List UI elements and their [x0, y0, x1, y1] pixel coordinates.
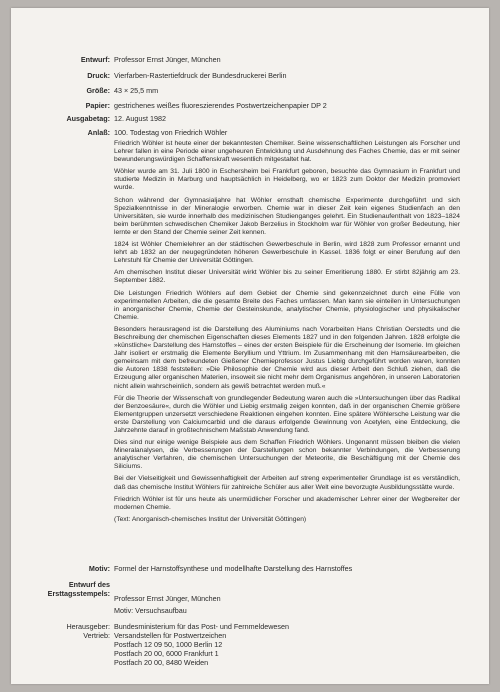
- address-line: Postfach 20 00, 6000 Frankfurt 1: [114, 649, 219, 658]
- herausgeber-label: [11, 622, 110, 640]
- address-line: Postfach 20 00, 8480 Weiden: [114, 658, 209, 667]
- druck-value: Vierfarben-Rastertiefdruck der Bundesdruckerei Berlin: [114, 71, 287, 80]
- paragraph: Besonders herausragend ist die Darstellung des Aluminiums nach Vorarbeiten Hans Christian Oerstedts und die Beschreibung der chemischen Eigenschaften dieses Elements 1827 und in den folgenden Jahren. 1828 erfolgte die »künstliche« Darstellung des Harnstoffes – eines der ersten Beispiele für die Erscheinung der Isomerie. Im gleichen Jahr isoliert er erstmalig die Elemente Beryllium und Yttrium. Im Zusammenhang mit den Harnsäurearbeiten, die gemeinsam mit dem befreundeten Gießener Chemieprofessor Justus Liebig durchgeführt worden waren, konnten die Autoren 1838 feststellen: »Die Philosophie der Chemie wird aus dieser Arbeit den Schluß ziehen, daß die Erzeugung aller organischen Materien, insoweit sie nicht mehr dem Organismus angehören, in unseren Laboratorien nicht allein wahrscheinlich, sondern als gewiß betrachtet werden muß.«: [114, 325, 460, 390]
- stempel-label-line2: Ersttagsstempels:: [47, 589, 110, 598]
- anlass-label: Anlaß:: [87, 128, 110, 137]
- stempel-label: [11, 580, 110, 598]
- paragraph: Dies sind nur einige wenige Beispiele aus dem Schaffen Friedrich Wöhlers. Ungenannt müssen bleiben die vielen Mineralanalysen, die Verbesserungen der Darstellungen schon bekannter Verbindungen, die Verbesserung analytischer Verfahren, die chemischen Untersuchungen der Meteorite, die Beschäftigung mit der Chemie des Siliciums.: [114, 439, 460, 471]
- stempel-motiv: Motiv: Versuchsaufbau: [114, 606, 187, 615]
- papier-label: Papier:: [85, 101, 110, 110]
- druck-label: Druck:: [87, 71, 110, 80]
- stempel-value: Professor Ernst Jünger, München: [114, 594, 221, 603]
- groesse-value: 43 × 25,5 mm: [114, 86, 159, 95]
- text-source-note: (Text: Anorganisch-chemisches Institut der Universität Göttingen): [114, 515, 307, 523]
- motiv-label: Motiv:: [88, 564, 110, 573]
- entwurf-label: Entwurf:: [80, 55, 110, 64]
- paragraph: Die Leistungen Friedrich Wöhlers auf dem Gebiet der Chemie sind gekennzeichnet durch eine Fülle von experimentellen Arbeiten, die die gesamte Breite des Faches umfassen. Man kann sie einteilen in Untersuchungen in anorganischer Chemie, Chemie der Gesteinskunde, analytischer Chemie, physiologischer und physikalischer Chemie.: [114, 289, 460, 321]
- paragraph: Am chemischen Institut dieser Universität wirkt Wöhler bis zu seiner Emeritierung 1880. Er stirbt 82jährig am 23. September 1882.: [114, 269, 460, 285]
- document-sheet: [11, 8, 489, 684]
- paragraph: Wöhler wurde am 31. Juli 1800 in Eschersheim bei Frankfurt geboren, besuchte das Gymnasium in Frankfurt und studierte Medizin in Marburg und hauptsächlich in Heidelberg, wo er 1823 zum Doktor der Medizin promoviert wurde.: [114, 168, 460, 192]
- paragraph: Bei der Vielseitigkeit und Gewissenhaftigkeit der Arbeiten auf streng experimenteller Grundlage ist es verständlich, daß das chemische Institut Wöhlers für zahlreiche Schüler aus aller Welt eine bevorzugte Ausbildungsstätte wurde.: [114, 475, 460, 491]
- address-line: Bundesministerium für das Post- und Fernmeldewesen: [114, 622, 289, 631]
- anlass-body: [114, 140, 460, 528]
- motiv-value: Formel der Harnstoffsynthese und modellhafte Darstellung des Harnstoffes: [114, 564, 353, 573]
- paragraph: Friedrich Wöhler ist heute einer der bekanntesten Chemiker. Seine wissenschaftlichen Leistungen als Forscher und Lehrer fallen in eine Periode einer ungeheuren Entwicklung und Ausdehnung des Faches Chemie, das er mit seiner bewunderungswürdigen Schaffenskraft wesentlich mitgestaltet hat.: [114, 140, 460, 164]
- herausgeber-address: [114, 622, 454, 667]
- ausgabetag-value: 12. August 1982: [114, 114, 166, 123]
- anlass-value: 100. Todestag von Friedrich Wöhler: [114, 128, 228, 137]
- entwurf-value: Professor Ernst Jünger, München: [114, 55, 221, 64]
- paragraph: Schon während der Gymnasialjahre hat Wöhler ernsthaft chemische Experimente durchgeführt und sich Spezialkenntnisse in der Mineralogie erworben. Chemie war in dieser Zeit kein eigenes Studienfach an den Universitäten, sie wurde innerhalb des medizinischen Studienganges gelehrt. Ein Studienaufenthalt von 1823–1824 beim berühmten schwedischen Chemiker Jakob Berzelius in Stockholm war für Wöhler von großer Bedeutung, hier lernte er den Stand der Chemie seiner Zeit kennen.: [114, 196, 460, 236]
- stempel-label-line1: Entwurf des: [68, 580, 110, 589]
- herausgeber-label-line1: Herausgeber:: [66, 622, 110, 631]
- paragraph: Für die Theorie der Wissenschaft von grundlegender Bedeutung waren auch die »Untersuchungen über das Radikal der Benzoesäure«, durch die Wöhler und Liebig erstmalig zeigen konnten, daß in der organischen Chemie größere Elementgruppen unzersetzt verschiedene Reaktionen eingehen konnten. Eine spätere Wöhlersche Leistung war die erste Darstellung von Calciumcarbid und die daraus erfolgende Gewinnung von Acetylen, eine Entdeckung, die Jahrzehnte darauf in großtechnischem Maßstab Anwendung fand.: [114, 394, 460, 434]
- paragraph: Friedrich Wöhler ist für uns heute als unermüdlicher Forscher und akademischer Lehrer einer der Wegbereiter der modernen Chemie.: [114, 495, 460, 511]
- address-line: Postfach 12 09 50, 1000 Berlin 12: [114, 640, 223, 649]
- paragraph: 1824 ist Wöhler Chemielehrer an der städtischen Gewerbeschule in Berlin, wird 1828 zum Professor ernannt und lehrt ab 1832 an der neugegründeten höheren Gewerbeschule in Kassel. 1836 folgt er einer Berufung auf den Lehrstuhl für Chemie der Universität Göttingen.: [114, 241, 460, 265]
- address-line: Versandstellen für Postwertzeichen: [114, 631, 227, 640]
- vertrieb-label: Vertrieb:: [83, 631, 110, 640]
- papier-value: gestrichenes weißes fluoreszierendes Postwertzeichenpapier DP 2: [114, 101, 327, 110]
- groesse-label: Größe:: [86, 86, 110, 95]
- ausgabetag-label: Ausgabetag:: [66, 114, 110, 123]
